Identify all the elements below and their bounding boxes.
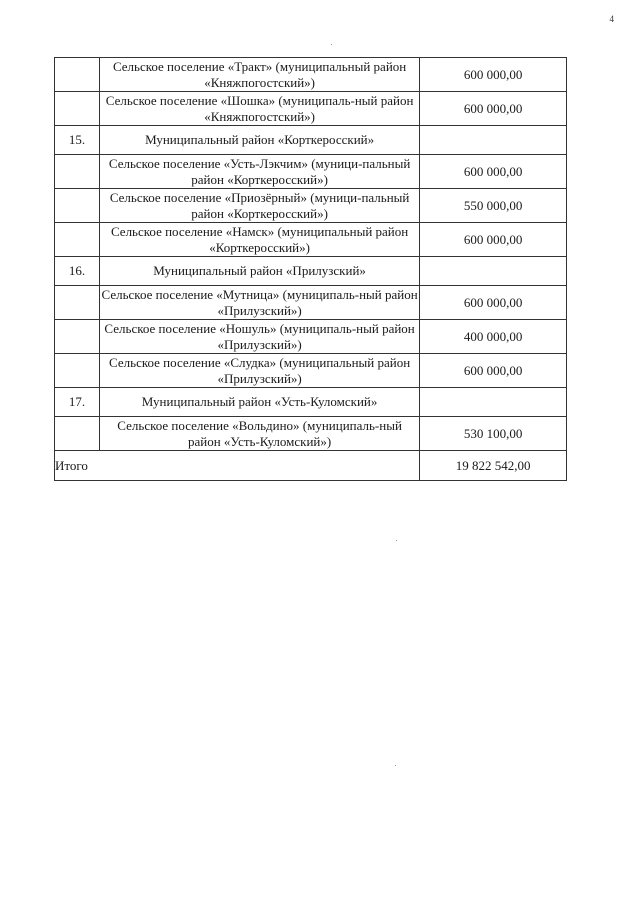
row-amount: 600 000,00: [420, 155, 567, 189]
row-amount: 600 000,00: [420, 354, 567, 388]
district-row: [55, 388, 567, 417]
table-row: [55, 417, 567, 451]
row-number: [55, 417, 100, 451]
settlement-name: Сельское поселение «Усть-Лэкчим» (муници-пальный район «Корткеросский»): [99, 155, 419, 189]
settlement-name: Сельское поселение «Тракт» (муниципальный район «Княжпогостский»): [99, 58, 419, 92]
row-amount: 550 000,00: [420, 189, 567, 223]
district-row: [55, 257, 567, 286]
row-amount: [420, 126, 567, 155]
row-amount: [420, 388, 567, 417]
settlement-name: Сельское поселение «Приозёрный» (муници-пальный район «Корткеросский»): [99, 189, 419, 223]
table-row: [55, 189, 567, 223]
row-number: [55, 286, 100, 320]
row-amount: 530 100,00: [420, 417, 567, 451]
settlement-name: Сельское поселение «Ношуль» (муниципаль-ный район «Прилузский»): [99, 320, 419, 354]
settlement-name: Сельское поселение «Намск» (муниципальный район «Корткеросский»): [99, 223, 419, 257]
scan-speck: [395, 765, 396, 766]
scan-speck: [396, 540, 397, 541]
table-row: [55, 155, 567, 189]
page-number: 4: [609, 14, 614, 24]
district-row: [55, 126, 567, 155]
table-row: [55, 58, 567, 92]
row-number: 17.: [55, 388, 100, 417]
table-row: [55, 286, 567, 320]
row-amount: 600 000,00: [420, 286, 567, 320]
row-amount: 600 000,00: [420, 223, 567, 257]
row-number: [55, 189, 100, 223]
row-number: [55, 320, 100, 354]
row-number: 15.: [55, 126, 100, 155]
settlement-name: Сельское поселение «Вольдино» (муниципаль-ный район «Усть-Куломский»): [99, 417, 419, 451]
district-name: Муниципальный район «Корткеросский»: [99, 126, 419, 155]
allocation-table: [54, 57, 567, 481]
settlement-name: Сельское поселение «Мутница» (муниципаль-ный район «Прилузский»): [99, 286, 419, 320]
table-row: [55, 223, 567, 257]
district-name: Муниципальный район «Прилузский»: [99, 257, 419, 286]
row-number: 16.: [55, 257, 100, 286]
row-amount: [420, 257, 567, 286]
total-amount: 19 822 542,00: [420, 451, 567, 481]
scan-speck: [331, 44, 332, 45]
row-number: [55, 223, 100, 257]
settlement-name: Сельское поселение «Слудка» (муниципальный район «Прилузский»): [99, 354, 419, 388]
row-amount: 400 000,00: [420, 320, 567, 354]
table-row: [55, 354, 567, 388]
district-name: Муниципальный район «Усть-Куломский»: [99, 388, 419, 417]
row-amount: 600 000,00: [420, 92, 567, 126]
row-number: [55, 155, 100, 189]
row-number: [55, 354, 100, 388]
table-row: [55, 320, 567, 354]
row-number: [55, 92, 100, 126]
total-label: Итого: [55, 451, 420, 481]
total-row: [55, 451, 567, 481]
table-row: [55, 92, 567, 126]
row-amount: 600 000,00: [420, 58, 567, 92]
row-number: [55, 58, 100, 92]
settlement-name: Сельское поселение «Шошка» (муниципаль-ный район «Княжпогостский»): [99, 92, 419, 126]
